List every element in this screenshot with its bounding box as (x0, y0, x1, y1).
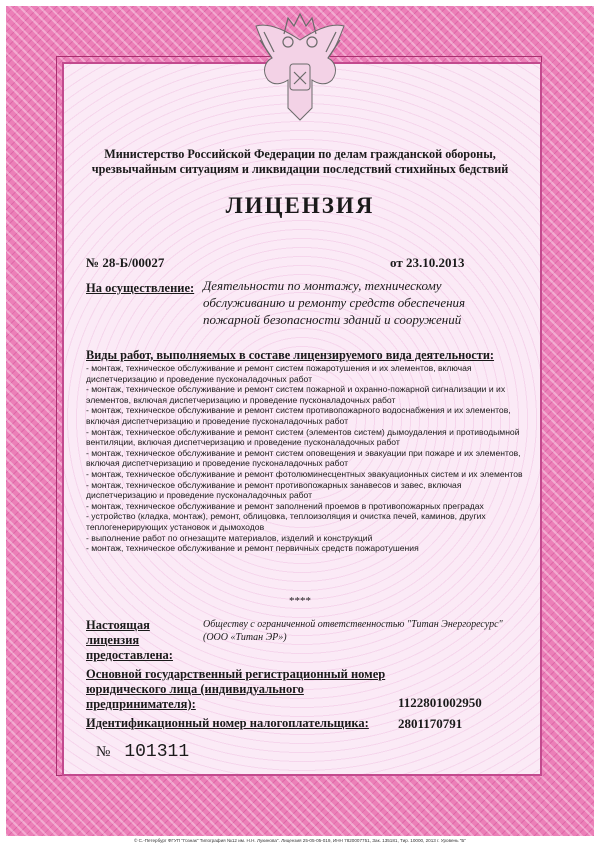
work-item: - монтаж, техническое обслуживание и ремонт систем оповещения и эвакуации при пожаре и их элементов, включая диспетчеризацию и проведение пусконаладочных работ (86, 447, 521, 469)
work-item: - монтаж, техническое обслуживание и ремонт систем пожаротушения и их элементов, включая диспетчеризацию и проведение пусконаладочных работ (86, 363, 472, 384)
work-item: - монтаж, техническое обслуживание и ремонт фотолюминесцентных эвакуационных систем и их элементов (86, 468, 523, 479)
ogrn-label: Основной государственный регистрационный номер юридического лица (индивидуального предпринимателя): (86, 667, 386, 711)
ministry-name: Министерство Российской Федерации по делам гражданской обороны, чрезвычайным ситуациям и ликвидации последствий стихийных бедствий (91, 147, 509, 176)
implementation-text: Деятельности по монтажу, техническому обслуживанию и ремонту средств обеспечения пожарной безопасности зданий и сооружений (203, 278, 466, 327)
printer-footer: © С.-Петербург ФГУП "Гознак" Типография №12 им. Н.Н. Лукинова". Лицензия 25-05-05-019, ИНН 7820007751, Зак. 135181, Тир. 10000, 2013 г. Уровень "Б" (133, 838, 467, 843)
inn-label: Идентификационный номер налогоплательщика: (86, 716, 369, 730)
license-number: № 28-Б/00027 (86, 255, 165, 270)
implementation-label: На осуществление: (86, 281, 195, 295)
holder-name: Обществу с ограниченной ответственностью "Титан Энергоресурс" (ООО «Титан ЭР») (203, 619, 503, 643)
work-item: - монтаж, техническое обслуживание и ремонт систем противопожарного водоснабжения и их элементов, включая диспетчеризацию и проведение пусконаладочных работ (86, 405, 511, 426)
blank-serial-number (96, 742, 189, 762)
work-item: - монтаж, техническое обслуживание и ремонт систем пожарной и охранно-пожарной сигнализации и их элементов, включая диспетчеризацию и проведение пусконаладочных работ (86, 384, 506, 405)
serial-digits: 101311 (124, 742, 190, 762)
coat-of-arms-emblem (250, 12, 350, 128)
work-item: - выполнение работ по огнезащите материалов, изделий и конструкций (86, 532, 373, 543)
ogrn-value: 1122801002950 (398, 695, 482, 710)
works-heading: Виды работ, выполняемых в составе лицензируемого вида деятельности: (86, 348, 495, 362)
work-item: - монтаж, техническое обслуживание и ремонт заполнений проемов в противопожарных преградах (86, 500, 484, 511)
work-item: - монтаж, техническое обслуживание и ремонт систем (элементов систем) дымоудаления и противодымной вентиляции, включая диспетчеризацию и проведение пусконаладочных работ (86, 426, 520, 448)
holder-label: Настоящая лицензия предоставлена: (86, 618, 173, 662)
works-list (86, 363, 526, 554)
license-date: от 23.10.2013 (390, 255, 465, 270)
separator-stars: **** (289, 595, 311, 607)
work-item: - монтаж, техническое обслуживание и ремонт противопожарных занавесов и завес, включая диспетчеризацию и проведение пусконаладочных работ (86, 479, 462, 501)
document-title: ЛИЦЕНЗИЯ (225, 193, 375, 218)
work-item: - монтаж, техническое обслуживание и ремонт первичных средств пожаротушения (86, 543, 419, 554)
serial-prefix: № (96, 744, 111, 760)
inn-value: 2801170791 (398, 716, 463, 731)
work-item: - устройство (кладка, монтаж), ремонт, облицовка, теплоизоляция и очистка печей, каминов, других теплогенерирующих установок и дымоходов (86, 511, 486, 532)
